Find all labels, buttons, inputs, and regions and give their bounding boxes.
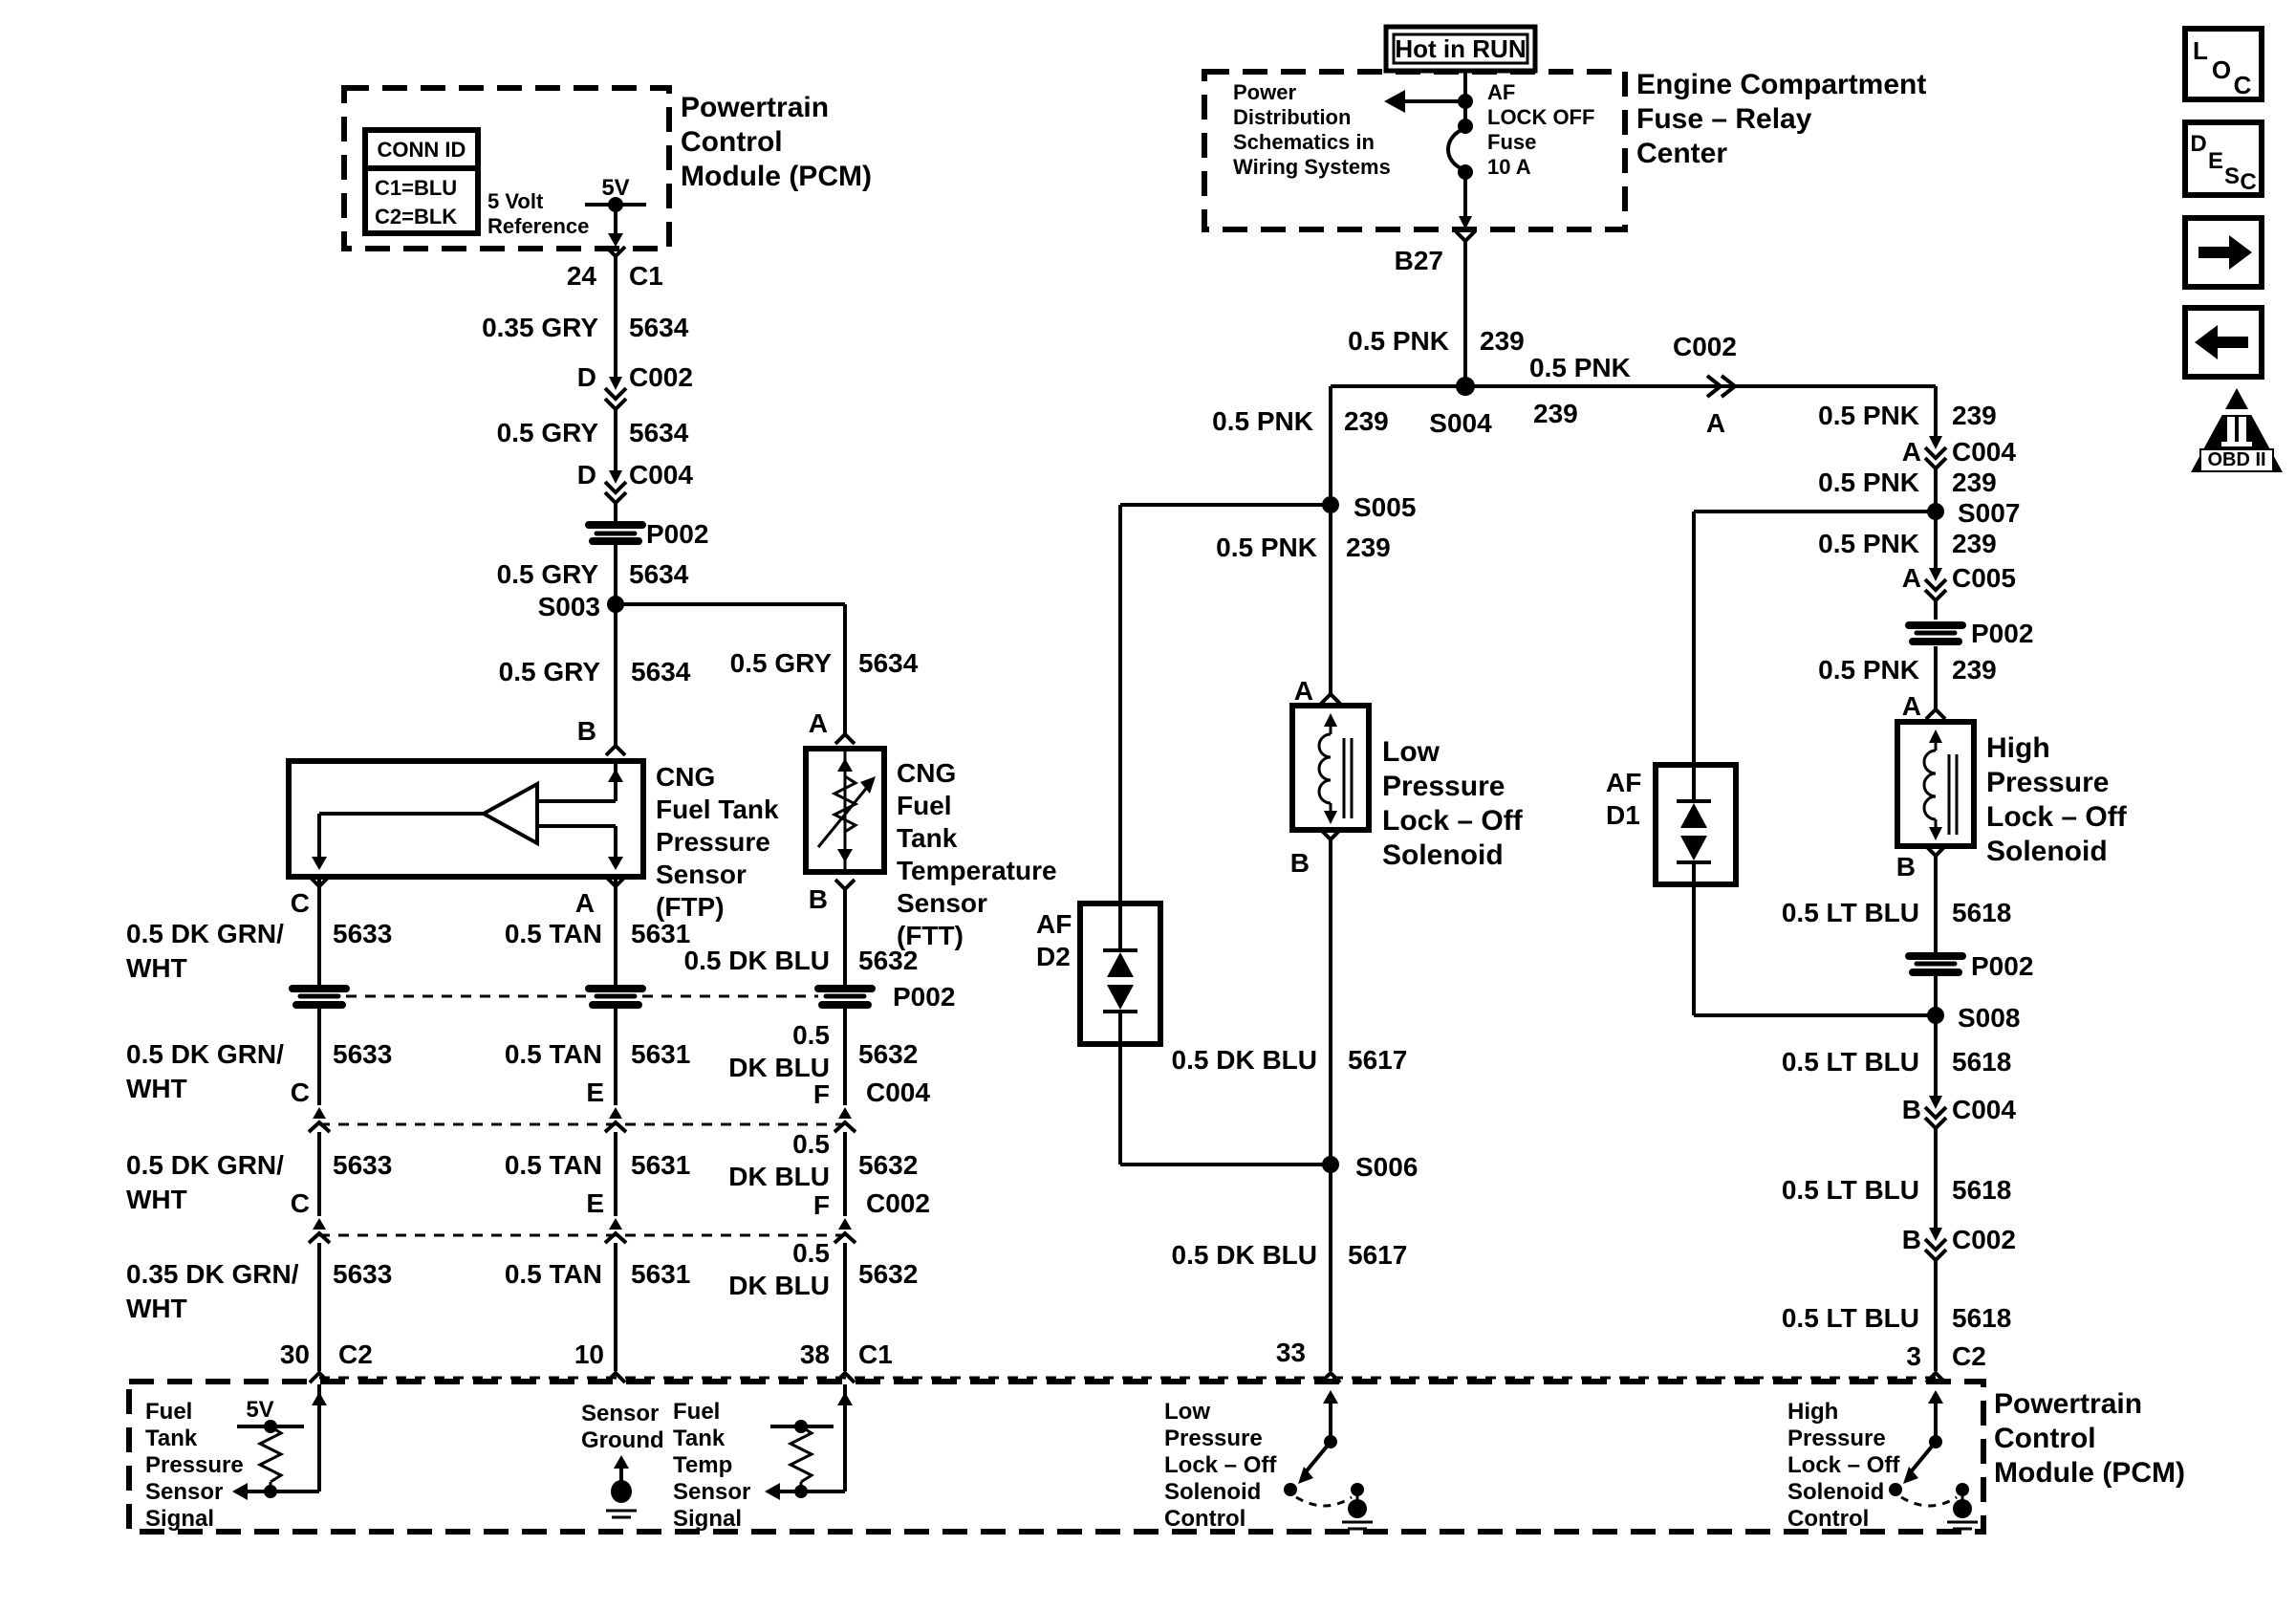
p002-symbol <box>589 989 642 1005</box>
wire-dkblu-1-r: 5617 <box>1348 1045 1408 1075</box>
ftp-label: CNG Fuel Tank Pressure Sensor (FTP) <box>656 762 779 922</box>
row4-tan: 0.5 TAN <box>504 1259 602 1289</box>
row3-conn: C002 <box>866 1188 930 1218</box>
wire-pnk-r3-r: 239 <box>1952 529 1997 558</box>
row1-grn-1: 0.5 DK GRN/ <box>126 919 284 948</box>
row1-blu-ckt: 5632 <box>858 946 919 975</box>
splice-s008: S008 <box>1958 1003 2021 1033</box>
wire-pnk-m1-l: 0.5 PNK <box>1212 406 1313 436</box>
pin-b27: B27 <box>1394 246 1443 275</box>
conn-id-row1: C1=BLU <box>375 176 458 200</box>
row2-grn-2: WHT <box>126 1074 187 1103</box>
row2-grn-1: 0.5 DK GRN/ <box>126 1039 284 1069</box>
hot-in-run: Hot in RUN <box>1395 34 1527 63</box>
row3-grn-ckt: 5633 <box>333 1150 393 1180</box>
conn-id-row2: C2=BLK <box>375 205 458 229</box>
ftt-label: CNG Fuel Tank Temperature Sensor (FTT) <box>897 758 1057 950</box>
pin-3: 3 <box>1906 1341 1921 1371</box>
row3-grn-2: WHT <box>126 1185 187 1214</box>
row2-term-e: E <box>586 1078 604 1107</box>
ftp-term-c: C <box>290 888 310 918</box>
high-pressure-circuit <box>1656 386 1974 1382</box>
hp-term-a: A <box>1901 691 1921 721</box>
row1-tan: 0.5 TAN <box>504 919 602 948</box>
row2-term-f: F <box>812 1079 830 1109</box>
wire-gry-3-l: 0.5 GRY <box>496 559 598 589</box>
row2-tan-ckt: 5631 <box>631 1039 691 1069</box>
icon-loc-c: C <box>2233 71 2252 99</box>
row1-tan-ckt: 5631 <box>631 919 691 948</box>
pcm-top-title: Powertrain Control Module (PCM) <box>681 92 872 192</box>
conn-d-c002-r: C002 <box>629 362 693 392</box>
conn-c002-mid: C002 <box>1673 332 1737 361</box>
row1-blu: 0.5 DK BLU <box>683 946 830 975</box>
wire-dkblu-2-r: 5617 <box>1348 1240 1408 1270</box>
p002-left-top: P002 <box>646 519 709 549</box>
wire-ltblu-4-r: 5618 <box>1952 1303 2012 1333</box>
splice-s007: S007 <box>1958 498 2021 528</box>
row2-blu-ckt: 5632 <box>858 1039 919 1069</box>
icon-desc-e: E <box>2207 148 2224 174</box>
wire-ltblu-1-l: 0.5 LT BLU <box>1781 898 1919 927</box>
wire-pnk-h-l: 0.5 PNK <box>1529 353 1631 382</box>
wire-gry-1-l: 0.35 GRY <box>482 313 598 342</box>
splice-s006: S006 <box>1355 1152 1419 1182</box>
row3-tan: 0.5 TAN <box>504 1150 602 1180</box>
pin-30: 30 <box>279 1339 310 1369</box>
icon-loc-o: O <box>2211 55 2232 84</box>
splice-s005: S005 <box>1354 492 1417 522</box>
wire-pnk-m2-r: 239 <box>1346 533 1391 562</box>
hp-solenoid-driver <box>1889 1390 1978 1529</box>
wire-pnk-r1-r: 239 <box>1952 401 1997 430</box>
p002-symbol <box>292 989 346 1005</box>
ftt-sensor <box>806 749 884 889</box>
lp-term-a: A <box>1293 676 1313 706</box>
wire-ltblu-2-l: 0.5 LT BLU <box>1781 1047 1919 1077</box>
row1-grn-ckt: 5633 <box>333 919 393 948</box>
lp-solenoid-driver <box>1284 1390 1373 1529</box>
row4-grn-ckt: 5633 <box>333 1259 393 1289</box>
conn-d-c002-l: D <box>576 362 596 392</box>
s004-distribution <box>1331 376 1936 397</box>
wire-pnk-r4-l: 0.5 PNK <box>1818 655 1919 685</box>
lp-term-b: B <box>1289 848 1310 878</box>
ftp-term-b: B <box>576 716 596 746</box>
row4-grn-2: WHT <box>126 1294 187 1323</box>
wire-pnk-r1-l: 0.5 PNK <box>1818 401 1919 430</box>
splice-s003: S003 <box>537 592 600 621</box>
wire-pnk-1-r: 239 <box>1480 326 1525 356</box>
row2-tan: 0.5 TAN <box>504 1039 602 1069</box>
icon-desc-d: D <box>2190 131 2207 157</box>
pin-3-conn: C2 <box>1952 1341 1986 1371</box>
conn-a-c005-r: C005 <box>1952 563 2016 593</box>
pin-24-conn: C1 <box>629 261 663 291</box>
arrow-right-icon[interactable] <box>2185 218 2262 287</box>
row2-blu-1: 0.5 <box>792 1020 830 1050</box>
pcm-lp-control: Low Pressure Lock – Off Solenoid Control <box>1164 1399 1277 1532</box>
hp-term-b: B <box>1895 852 1916 882</box>
row3-blu-1: 0.5 <box>792 1129 830 1159</box>
fuse-center-title: Engine Compartment Fuse – Relay Center <box>1636 69 1927 169</box>
wire-pnk-1-l: 0.5 PNK <box>1348 326 1449 356</box>
splice-dot-s004 <box>1456 377 1475 396</box>
row2-blu-2: DK BLU <box>728 1053 830 1082</box>
wire-ltblu-3-r: 5618 <box>1952 1175 2012 1205</box>
ftt-term-a: A <box>808 708 828 738</box>
row4-blu-2: DK BLU <box>728 1271 830 1300</box>
conn-a-c004-r: C004 <box>1952 437 2016 467</box>
conn-b-c004-r: C004 <box>1952 1095 2016 1124</box>
pcm-bottom-title: Powertrain Control Module (PCM) <box>1994 1388 2185 1489</box>
row2-conn: C004 <box>866 1078 930 1107</box>
p002-symbol <box>818 989 872 1005</box>
row3-term-e: E <box>586 1188 604 1218</box>
wire-pnk-r3-l: 0.5 PNK <box>1818 529 1919 558</box>
conn-d-c004-l: D <box>576 460 596 490</box>
p002-right-1: P002 <box>1971 619 2034 648</box>
wire-dkblu-1-l: 0.5 DK BLU <box>1171 1045 1317 1075</box>
row1-grn-2: WHT <box>126 953 187 983</box>
wire-ltblu-3-l: 0.5 LT BLU <box>1781 1175 1919 1205</box>
left-arrow-head <box>1384 90 1405 113</box>
conn-d-c004-r: C004 <box>629 460 693 490</box>
wire-gry-4-l: 0.5 GRY <box>498 657 600 686</box>
arrow-left-icon[interactable] <box>2185 308 2262 377</box>
amplifier-triangle <box>484 784 537 843</box>
label-5v-top: 5V <box>601 175 630 201</box>
row2-grn-ckt: 5633 <box>333 1039 393 1069</box>
ftp-term-a2: A <box>574 888 595 918</box>
wire-gry-5-l: 0.5 GRY <box>729 648 832 678</box>
icon-desc-c: C <box>2240 169 2257 195</box>
wire-gry-3-r: 5634 <box>629 559 689 589</box>
pcm-bottom-box <box>129 1382 1983 1532</box>
conn-a-c005-l: A <box>1901 563 1921 593</box>
wire-ltblu-2-r: 5618 <box>1952 1047 2012 1077</box>
pin-38-conn: C1 <box>858 1339 893 1369</box>
solenoid-coil <box>1319 713 1352 824</box>
ftp-sensor <box>289 761 643 886</box>
ftt-signal-driver <box>765 1384 853 1500</box>
row3-blu-ckt: 5632 <box>858 1150 919 1180</box>
splice-s004: S004 <box>1429 408 1492 438</box>
five-volt-reference: 5 Volt Reference <box>487 189 590 238</box>
p002-bottom: P002 <box>893 982 956 1012</box>
wire-gry-2-l: 0.5 GRY <box>496 418 598 447</box>
wire-gry-2-r: 5634 <box>629 418 689 447</box>
conn-b-c004-l: B <box>1901 1095 1921 1124</box>
pin-10: 10 <box>574 1339 604 1369</box>
icon-desc-s: S <box>2223 163 2241 189</box>
row4-blu-1: 0.5 <box>792 1238 830 1268</box>
pin-38: 38 <box>799 1339 830 1369</box>
row2-term-c: C <box>290 1078 310 1107</box>
pcm-ftt-signal: Fuel Tank Temp Sensor Signal <box>673 1399 751 1532</box>
diode-d2-label: AF D2 <box>1036 909 1072 971</box>
wire-gry-5-r: 5634 <box>858 648 919 678</box>
wire-ltblu-1-r: 5618 <box>1952 898 2012 927</box>
diode-d1-symbol <box>1677 765 1711 884</box>
conn-c002-mid-pin: A <box>1705 408 1726 438</box>
wire-ltblu-4-l: 0.5 LT BLU <box>1781 1303 1919 1333</box>
fuse-element <box>1448 128 1465 170</box>
conn-b-c002-l: B <box>1901 1225 1921 1254</box>
icon-loc-l: L <box>2193 36 2208 65</box>
conn-id-header: CONN ID <box>377 138 466 162</box>
p002-right-2: P002 <box>1971 951 2034 981</box>
pcm-hp-control: High Pressure Lock – Off Solenoid Control <box>1787 1399 1900 1532</box>
row3-term-f: F <box>812 1190 830 1220</box>
conn-b-c002-r: C002 <box>1952 1225 2016 1254</box>
p002-symbol <box>589 525 642 541</box>
sensor-ground-symbol <box>606 1455 637 1517</box>
row3-term-c: C <box>290 1188 310 1218</box>
wire-pnk-m1-r: 239 <box>1344 406 1389 436</box>
wire-pnk-r2-r: 239 <box>1952 468 1997 497</box>
pin-33: 33 <box>1275 1338 1306 1367</box>
wire-pnk-m2-l: 0.5 PNK <box>1216 533 1317 562</box>
hp-solenoid-label: High Pressure Lock – Off Solenoid <box>1986 732 2127 867</box>
wire-pnk-r2-l: 0.5 PNK <box>1818 468 1919 497</box>
p002-symbol <box>1909 956 1962 972</box>
icon-obd-band: OBD II <box>2207 449 2266 470</box>
wire-gry-4-r: 5634 <box>631 657 691 686</box>
ftt-term-b: B <box>808 884 828 914</box>
pin-30-conn: C2 <box>338 1339 373 1369</box>
fuse-label: AF LOCK OFF Fuse 10 A <box>1487 80 1595 179</box>
row3-tan-ckt: 5631 <box>631 1150 691 1180</box>
pin-24: 24 <box>566 261 596 291</box>
label-5v-bottom: 5V <box>246 1397 274 1423</box>
pcm-sensor-ground: Sensor Ground <box>581 1401 664 1453</box>
row4-tan-ckt: 5631 <box>631 1259 691 1289</box>
row3-blu-2: DK BLU <box>728 1162 830 1191</box>
pcm-ftp-signal: Fuel Tank Pressure Sensor Signal <box>145 1399 244 1532</box>
row4-grn-1: 0.35 DK GRN/ <box>126 1259 299 1289</box>
diode-d2-symbol <box>1103 903 1137 1044</box>
conn-a-c004-l: A <box>1901 437 1921 467</box>
solenoid-coil <box>1924 729 1957 840</box>
p002-symbol <box>1909 625 1962 642</box>
row3-grn-1: 0.5 DK GRN/ <box>126 1150 284 1180</box>
row4-blu-ckt: 5632 <box>858 1259 919 1289</box>
wire-pnk-r4-r: 239 <box>1952 655 1997 685</box>
power-dist-note: Power Distribution Schematics in Wiring Systems <box>1233 80 1391 179</box>
wire-pnk-h-r: 239 <box>1533 399 1578 428</box>
wire-dkblu-2-l: 0.5 DK BLU <box>1171 1240 1317 1270</box>
pcm-bottom-internals <box>232 1384 1978 1529</box>
diode-d1-label: AF D1 <box>1606 768 1642 830</box>
lp-solenoid-label: Low Pressure Lock – Off Solenoid <box>1382 736 1523 871</box>
wire-gry-1-r: 5634 <box>629 313 689 342</box>
